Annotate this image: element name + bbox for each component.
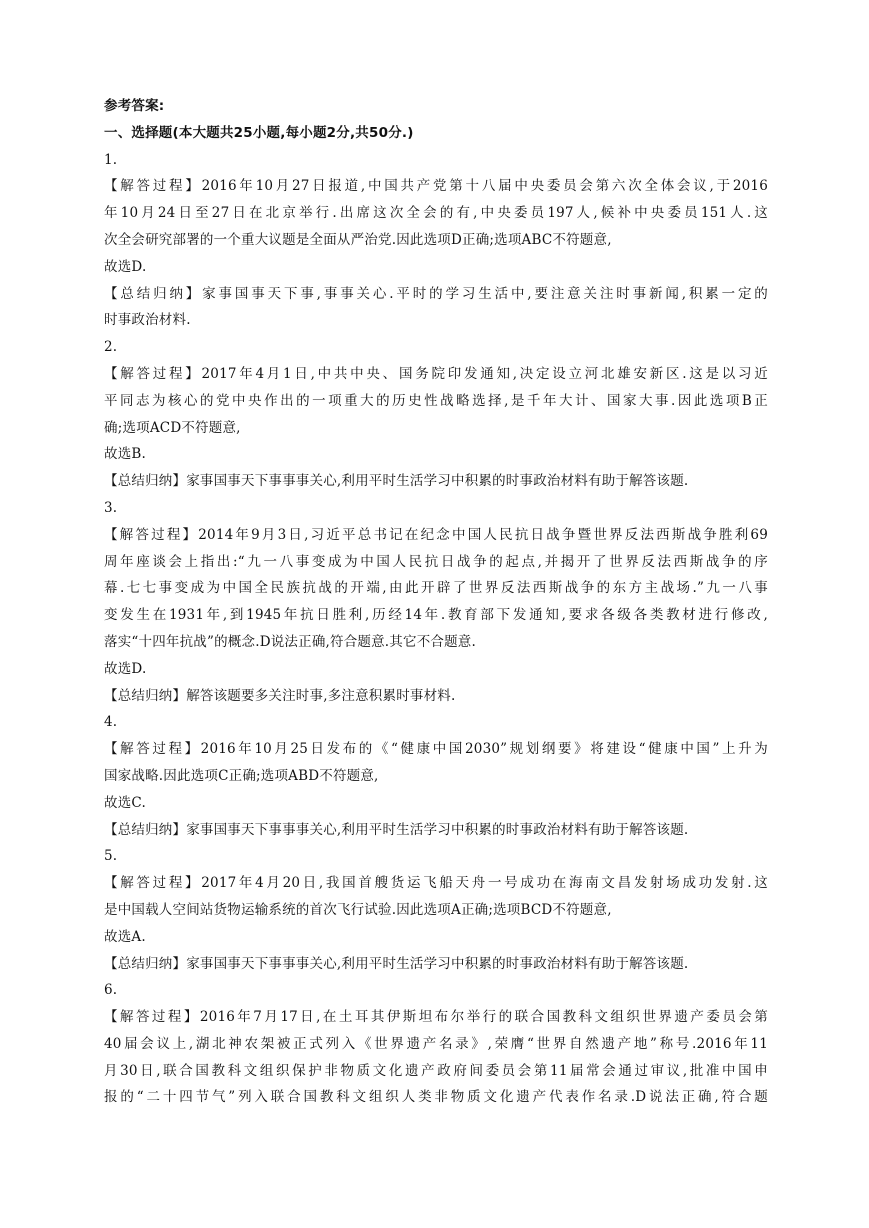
section-title: 一、选择题(本大题共25小题,每小题2分,共50分.) — [104, 124, 414, 141]
solution-process-line: 【解答过程】2016年10月25日发布的《“健康中国2030”规划纲要》将建设“健康中国”上升为 — [104, 741, 768, 758]
solution-process-line: 平同志为核心的党中央作出的一项重大的历史性战略选择,是千年大计、国家大事.因此选项B正 — [104, 392, 768, 409]
question-number: 2. — [104, 339, 118, 356]
solution-process-line: 月30日,联合国教科文组织保护非物质文化遗产政府间委员会第11届常会通过审议,批准中国申 — [104, 1062, 768, 1079]
question-number: 4. — [104, 714, 118, 731]
solution-process-line: 变发生在1931年,到1945年抗日胜利,历经14年.教育部下发通知,要求各级各类教材进行修改, — [104, 607, 768, 624]
solution-process-line: 落实“十四年抗战”的概念.D说法正确,符合题意.其它不合题意. — [104, 633, 476, 650]
question-number: 3. — [104, 499, 118, 516]
answer-document — [104, 93, 768, 1111]
solution-process-line: 【解答过程】2016年10月27日报道,中国共产党第十八届中央委员会第六次全体会议,于2016 — [104, 178, 768, 195]
summary-line: 【总结归纳】解答该题要多关注时事,多注意积累时事材料. — [104, 687, 456, 704]
answer-title: 参考答案: — [104, 98, 165, 114]
solution-process-line: 是中国载人空间站货物运输系统的首次飞行试验.因此选项A正确;选项BCD不符题意, — [104, 901, 612, 918]
question-number: 6. — [104, 982, 118, 999]
solution-process-line: 周年座谈会上指出:“九一八事变成为中国人民抗日战争的起点,并揭开了世界反法西斯战争的序 — [104, 553, 768, 570]
summary-line: 【总结归纳】家事国事天下事事事关心,利用平时生活学习中积累的时事政治材料有助于解答该题. — [104, 473, 689, 490]
answer-choice: 故选D. — [104, 258, 147, 275]
solution-process-line: 【解答过程】2017年4月20日,我国首艘货运飞船天舟一号成功在海南文昌发射场成功发射.这 — [104, 875, 768, 892]
solution-process-line: 国家战略.因此选项C正确;选项ABD不符题意, — [104, 767, 379, 784]
solution-process-line: 年10月24日至27日在北京举行.出席这次全会的有,中央委员197人,候补中央委员151人.这 — [104, 205, 768, 222]
answer-choice: 故选B. — [104, 446, 147, 463]
answer-choice: 故选C. — [104, 794, 146, 811]
solution-process-line: 【解答过程】2017年4月1日,中共中央、国务院印发通知,决定设立河北雄安新区.这是以习近 — [104, 365, 768, 382]
solution-process-line: 次全会研究部署的一个重大议题是全面从严治党.因此选项D正确;选项ABC不符题意, — [104, 231, 612, 248]
solution-process-line: 40届会议上,湖北神农架被正式列入《世界遗产名录》,荣膺“世界自然遗产地”称号.2016年11 — [104, 1035, 768, 1052]
question-number: 5. — [104, 848, 118, 865]
solution-process-line: 确;选项ACD不符题意, — [104, 419, 241, 436]
summary-line: 【总结归纳】家事国事天下事,事事关心.平时的学习生活中,要注意关注时事新闻,积累一定的 — [104, 285, 768, 302]
summary-line: 时事政治材料. — [104, 312, 191, 329]
solution-process-line: 幕.七七事变成为中国全民族抗战的开端,由此开辟了世界反法西斯战争的东方主战场.”九一八事 — [104, 580, 768, 597]
answer-choice: 故选A. — [104, 928, 146, 945]
solution-process-line: 报的“二十四节气”列入联合国教科文组织人类非物质文化遗产代表作名录.D说法正确,符合题 — [104, 1089, 768, 1106]
answer-choice: 故选D. — [104, 660, 147, 677]
question-number: 1. — [104, 151, 118, 168]
summary-line: 【总结归纳】家事国事天下事事事关心,利用平时生活学习中积累的时事政治材料有助于解答该题. — [104, 955, 689, 972]
solution-process-line: 【解答过程】2016年7月17日,在土耳其伊斯坦布尔举行的联合国教科文组织世界遗产委员会第 — [104, 1009, 768, 1026]
summary-line: 【总结归纳】家事国事天下事事事关心,利用平时生活学习中积累的时事政治材料有助于解答该题. — [104, 821, 689, 838]
solution-process-line: 【解答过程】2014年9月3日,习近平总书记在纪念中国人民抗日战争暨世界反法西斯战争胜利69 — [104, 526, 768, 543]
